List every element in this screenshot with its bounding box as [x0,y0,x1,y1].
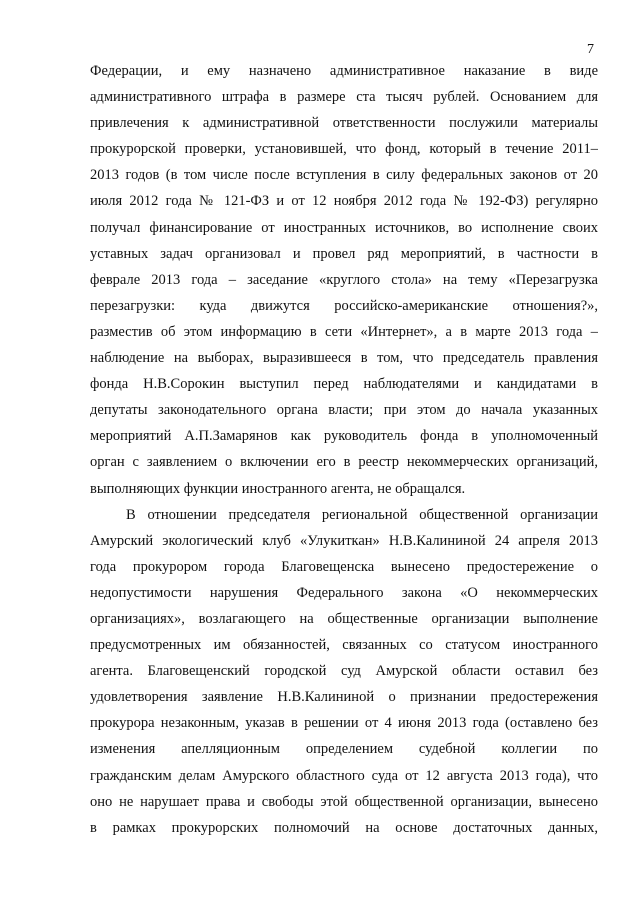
text-line: уставных задач организовал и провел ряд мероприятий, в частности в [90,245,598,262]
text-line: мероприятий А.П.Замарянов как руководитель фонда в уполномоченный [90,428,598,445]
text-line: предусмотренных им обязанностей, связанных со статусом иностранного [90,637,598,654]
text-line: агента. Благовещенский городской суд Амурской области оставил без [90,663,598,680]
text-line: организациях», возлагающего на общественные организации выполнение [90,610,598,627]
text-line: недопустимости нарушения Федерального закона «О некоммерческих [90,584,598,601]
text-line: фонда Н.В.Сорокин выступил перед наблюдателями и кандидатами в [90,376,598,393]
paragraph-2 [90,502,598,841]
text-line: разместив об этом информацию в сети «Интернет», а в марте 2013 года – [90,323,598,340]
text-line: привлечения к административной ответственности послужили материалы [90,115,598,132]
text-line: получал финансирование от иностранных источников, во исполнение своих [90,219,598,236]
text-line: июля 2012 года № 121-ФЗ и от 12 ноября 2012 года № 192-ФЗ) регулярно [90,193,598,210]
text-line: года прокурором города Благовещенска вынесено предостережение о [90,558,598,575]
text-line: Амурский экологический клуб «Улукиткан» Н.В.Калининой 24 апреля 2013 [90,532,598,549]
paragraph-1 [90,58,598,502]
text-line: 2013 годов (в том числе после вступления в силу федеральных законов от 20 [90,167,598,184]
text-line: оно не нарушает права и свободы этой общественной организации, вынесено [90,793,598,810]
text-line: выполняющих функции иностранного агента, не обращался. [90,480,466,497]
text-line: гражданским делам Амурского областного суда от 12 августа 2013 года), что [90,767,598,784]
text-line: наблюдение на выборах, выразившееся в том, что председатель правления [90,350,598,367]
text-line: в рамках прокурорских полномочий на основе достаточных данных, [90,819,598,836]
text-line: феврале 2013 года – заседание «круглого стола» на тему «Перезагрузка [90,271,598,288]
document-body [90,58,598,841]
text-line: прокурорской проверки, установившей, что фонд, который в течение 2011– [90,141,598,158]
page-number: 7 [587,42,594,57]
text-line: прокурора незаконным, указав в решении от 4 июня 2013 года (оставлено без [90,715,598,732]
text-line: В отношении председателя региональной общественной организации [126,506,598,523]
text-line: орган с заявлением о включении его в реестр некоммерческих организаций, [90,454,598,471]
text-line: административного штрафа в размере ста тысяч рублей. Основанием для [90,89,598,106]
text-line: депутаты законодательного органа власти; при этом до начала указанных [90,402,598,419]
text-line: удовлетворения заявление Н.В.Калининой о признании предостережения [90,689,598,706]
text-line: перезагрузки: куда движутся российско-американские отношения?», [90,297,598,314]
text-line: Федерации, и ему назначено административное наказание в виде [90,63,598,79]
text-line: изменения апелляционным определением судебной коллегии по [90,741,598,758]
